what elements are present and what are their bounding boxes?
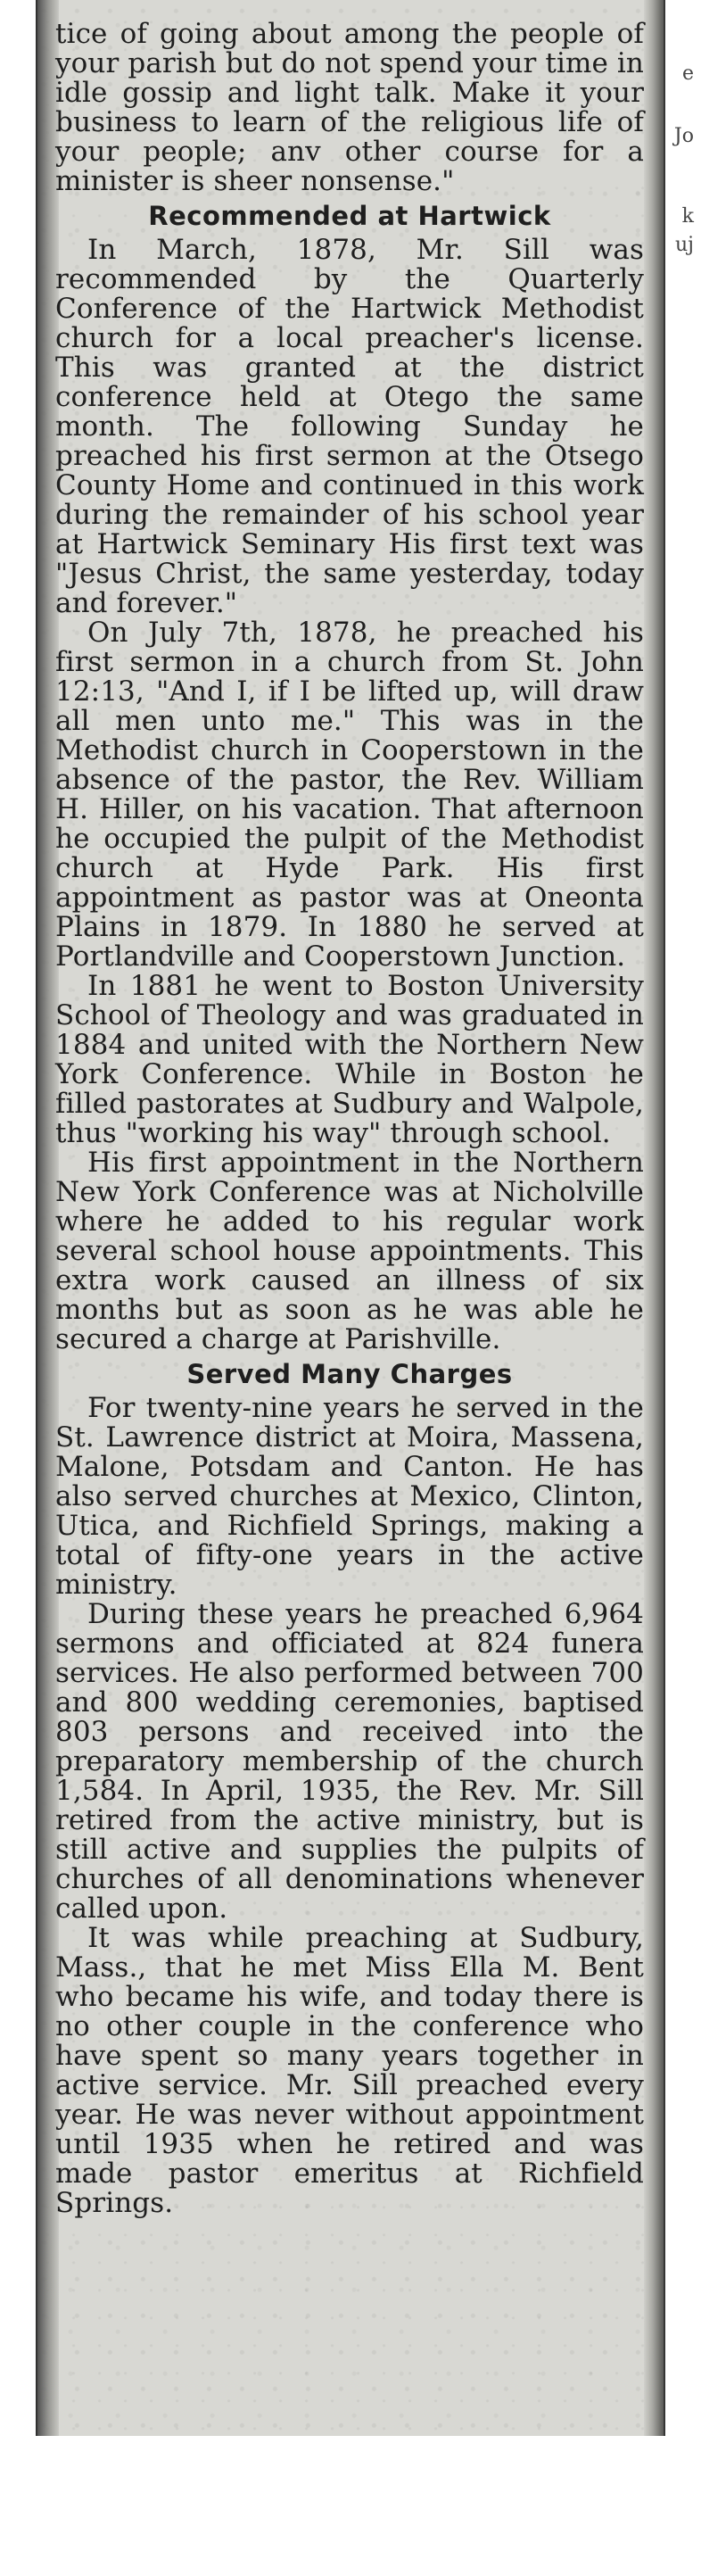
clipping-right-edge (644, 0, 665, 2436)
section-heading: Served Many Charges (186, 1359, 513, 1389)
paragraph: In March, 1878, Mr. Sill was recommended by the Quarterly Conference of the Hartwick Methodist church for a local preacher's license. This was granted at the district conference held at Otego the same month. The following Sunday he preached his first sermon at the Otsego County Home and continued in this work during the remainder of his school year at Hartwick Seminary His first text was "Jesus Christ, the same yesterday, today and forever." (55, 234, 644, 619)
margin-fragment: uj (675, 234, 694, 256)
section-heading: Recommended at Hartwick (148, 201, 551, 231)
paragraph: It was while preaching at Sudbury, Mass., that he met Miss Ella M. Bent who became his wife, and today there is no other couple in the conference who have spent so many years together in active service. Mr. Sill preached every year. He was never without appointment until 1935 when he retired and was made pastor emeritus at Richfield Springs. (55, 1922, 644, 2219)
paragraph: On July 7th, 1878, he preached his first sermon in a church from St. John 12:13, "And I, if I be lifted up, will draw all men unto me." This was in the Methodist church in Cooperstown in the absence of the pastor, the Rev. William H. Hiller, on his vacation. That afternoon he occupied the pulpit of the Methodist church at Hyde Park. His first appointment as pastor was at Oneonta Plains in 1879. In 1880 he served at Portlandville and Cooperstown Junction. (55, 617, 644, 973)
margin-fragments (665, 0, 701, 357)
paragraph: During these years he preached 6,964 sermons and officiated at 824 funera services. He also performed between 700 and 800 wedding ceremonies, baptised 803 persons and received into the preparatory membership of the church 1,584. In April, 1935, the Rev. Mr. Sill retired from the active ministry, but is still active and supplies the pulpits of churches of all denominations whenever called upon. (55, 1598, 644, 1925)
paragraph: tice of going about among the people of your parish but do not spend your time in idle gossip and light talk. Make it your business to learn of the religious life of your people; anv other course for a minister is sheer nonsense." (55, 18, 644, 197)
margin-fragment: k (681, 205, 694, 228)
paragraph: For twenty-nine years he served in the St. Lawrence district at Moira, Massena, Malone, Potsdam and Canton. He has also served churches at Mexico, Clinton, Utica, and Richfield Springs, making a total of fifty-one years in the active ministry. (55, 1392, 644, 1601)
paragraph: His first appointment in the Northern New York Conference was at Nicholville where he added to his regular work several school house appointments. This extra work caused an illness of six months but as soon as he was able he secured a charge at Parishville. (55, 1147, 644, 1355)
paragraph: In 1881 he went to Boston University School of Theology and was graduated in 1884 and united with the Northern New York Conference. While in Boston he filled pastorates at Sudbury and Walpole, thus "working his way" through school. (55, 970, 644, 1149)
margin-fragment: e (681, 62, 694, 85)
article-column (55, 20, 644, 2218)
margin-fragment: Jo (673, 125, 694, 147)
